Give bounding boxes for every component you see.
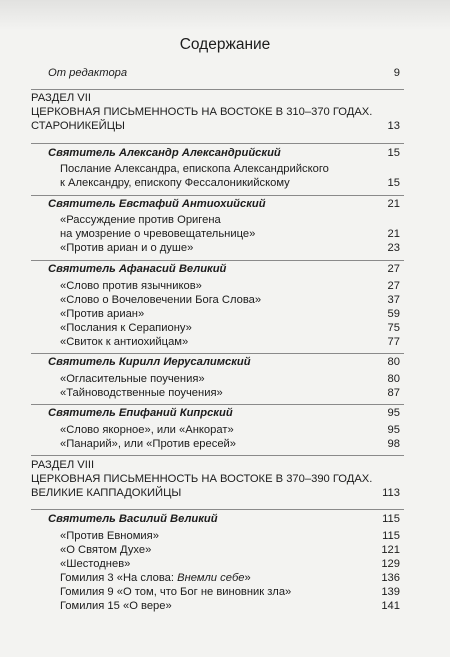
author-divider (31, 404, 404, 405)
author-alexander: Святитель Александр Александрийский (48, 147, 281, 159)
section-divider (31, 455, 404, 456)
author-alexander-page: 15 (387, 147, 400, 159)
work-basil-3-page: 129 (381, 558, 400, 570)
work-athanasius-3: «Против ариан» (60, 308, 145, 320)
author-athanasius: Святитель Афанасий Великий (48, 263, 227, 275)
work-epiphanius-2-page: 98 (387, 438, 400, 450)
toc-editor-page: 9 (393, 67, 400, 79)
work-athanasius-1-page: 27 (387, 280, 400, 292)
toc-editor-label: От редактора (48, 67, 128, 79)
work-eustathius-1-page: 21 (387, 228, 400, 240)
work-athanasius-4: «Послания к Серапиону» (60, 322, 192, 334)
section-divider (31, 89, 404, 90)
work-athanasius-2-page: 37 (387, 294, 400, 306)
section8-heading: РАЗДЕЛ VIII (31, 459, 95, 471)
author-cyril-page: 80 (387, 356, 400, 368)
homily-3-italic: Внемли себе (177, 572, 245, 584)
work-cyril-2: «Тайноводственные поучения» (60, 387, 223, 399)
page-title: Содержание (179, 36, 271, 53)
author-divider (31, 260, 404, 261)
work-basil-homily-9-page: 139 (381, 586, 400, 598)
work-epiphanius-1-page: 95 (387, 424, 400, 436)
section8-page: 113 (382, 487, 400, 499)
work-eustathius-1-line1: «Рассуждение против Оригена (60, 214, 221, 226)
work-alexander-1-page: 15 (387, 177, 400, 189)
section8-title-line1: ЦЕРКОВНАЯ ПИСЬМЕННОСТЬ НА ВОСТОКЕ В 370–390 ГОДАХ. (31, 473, 373, 485)
author-cyril: Святитель Кирилл Иерусалимский (48, 356, 251, 368)
work-basil-2-page: 121 (381, 544, 400, 556)
homily-3-suffix: » (244, 572, 251, 584)
homily-3-prefix: Гомилия 3 «На слова: (60, 572, 178, 584)
work-basil-homily-9: Гомилия 9 «О том, что Бог не виновник зла» (60, 586, 292, 598)
section7-heading: РАЗДЕЛ VII (31, 92, 91, 104)
work-basil-1-page: 115 (382, 530, 400, 542)
author-divider (31, 143, 404, 144)
author-basil-page: 115 (382, 513, 400, 525)
work-athanasius-3-page: 59 (387, 308, 400, 320)
author-divider (31, 195, 404, 196)
work-eustathius-2-page: 23 (387, 242, 400, 254)
work-eustathius-1-line2: на умозрение о чревовещательнице» (60, 228, 256, 240)
work-athanasius-2: «Слово о Вочеловечении Бога Слова» (60, 294, 262, 306)
author-divider (31, 509, 404, 510)
author-basil: Святитель Василий Великий (48, 513, 218, 525)
work-alexander-1-line1: Послание Александра, епископа Александрийского (60, 163, 329, 175)
work-basil-3: «Шестоднев» (60, 558, 131, 570)
work-cyril-1: «Огласительные поучения» (60, 373, 205, 385)
author-eustathius-page: 21 (387, 198, 400, 210)
work-athanasius-5-page: 77 (387, 336, 400, 348)
section7-page: 13 (387, 120, 400, 132)
author-epiphanius: Святитель Епифаний Кипрский (48, 407, 233, 419)
author-divider (31, 353, 404, 354)
work-alexander-1-line2: к Александру, епископу Фессалоникийскому (60, 177, 290, 189)
work-athanasius-5: «Свиток к антиохийцам» (60, 336, 189, 348)
section7-title-line1: ЦЕРКОВНАЯ ПИСЬМЕННОСТЬ НА ВОСТОКЕ В 310–370 ГОДАХ. (31, 106, 373, 118)
page-top-shadow (0, 0, 450, 30)
work-basil-homily-15-page: 141 (381, 600, 400, 612)
work-basil-homily-15: Гомилия 15 «О вере» (60, 600, 172, 612)
author-eustathius: Святитель Евстафий Антиохийский (48, 198, 266, 210)
author-epiphanius-page: 95 (387, 407, 400, 419)
work-cyril-2-page: 87 (387, 387, 400, 399)
work-athanasius-4-page: 75 (387, 322, 400, 334)
work-basil-2: «О Святом Духе» (60, 544, 152, 556)
work-athanasius-1: «Слово против язычников» (60, 280, 202, 292)
work-basil-1: «Против Евномия» (60, 530, 159, 542)
work-epiphanius-1: «Слово якорное», или «Анкорат» (60, 424, 234, 436)
section7-title-line2: СТАРОНИКЕЙЦЫ (31, 120, 125, 132)
work-eustathius-2: «Против ариан и о душе» (60, 242, 194, 254)
work-basil-homily-3 (60, 572, 251, 586)
section8-title-line2: ВЕЛИКИЕ КАППАДОКИЙЦЫ (31, 487, 182, 499)
author-athanasius-page: 27 (387, 263, 400, 275)
work-epiphanius-2: «Панарий», или «Против ересей» (60, 438, 237, 450)
work-cyril-1-page: 80 (387, 373, 400, 385)
work-basil-homily-3-page: 136 (381, 572, 400, 584)
